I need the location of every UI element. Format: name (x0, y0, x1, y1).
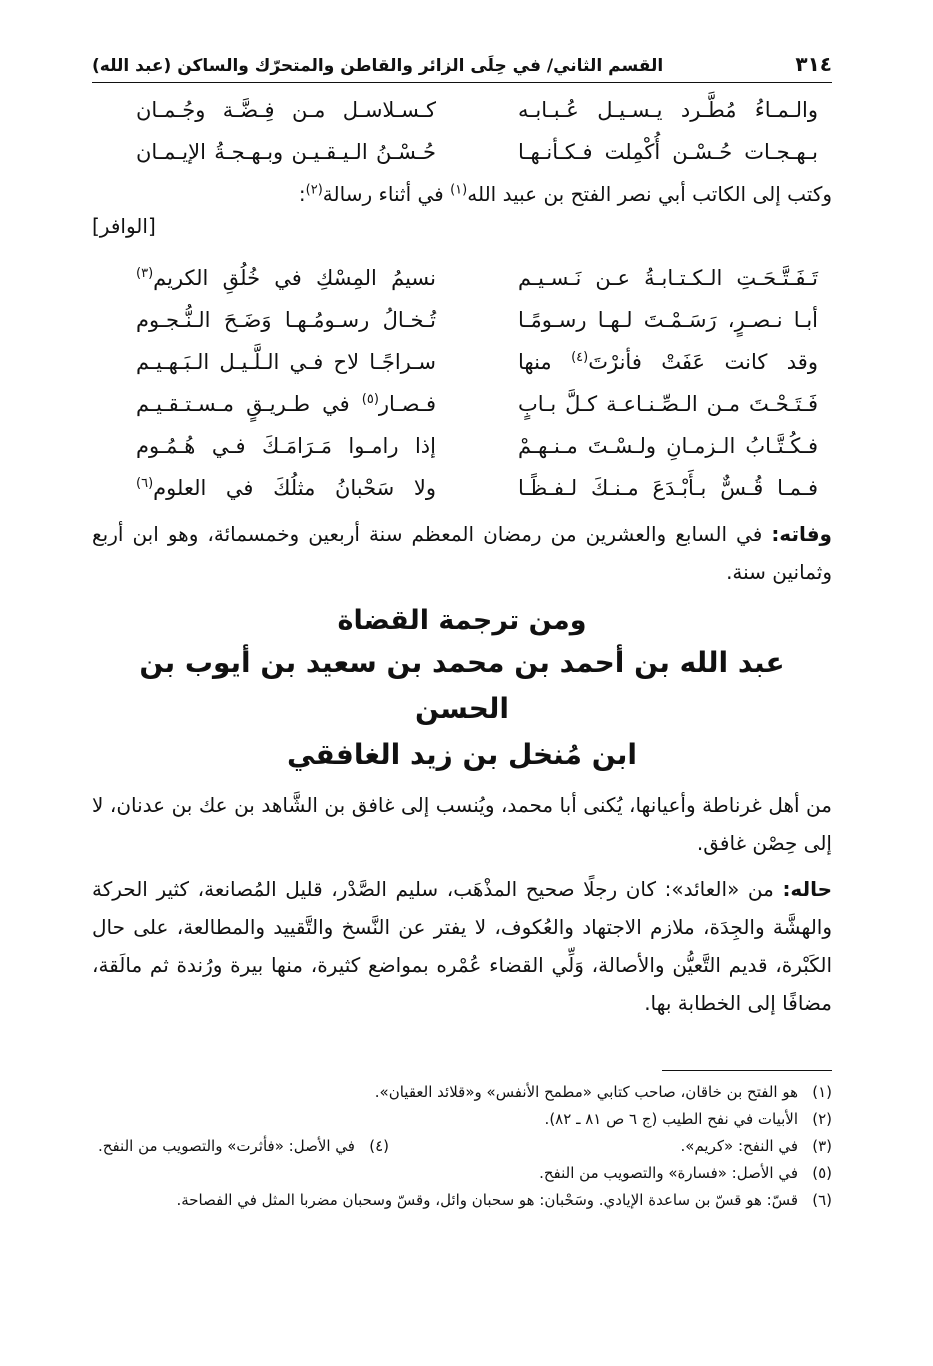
verse-first-hemistich: تَـفَـتَّـحَـتِ الـكـتـابـةُ عـن نَـسـيـم (518, 266, 818, 290)
footnote-number: (٥) (812, 1164, 832, 1182)
letter-intro (92, 175, 832, 213)
footnote-pair (92, 1133, 832, 1160)
footnote (681, 1133, 833, 1160)
running-header (92, 52, 832, 83)
person-name-line-1: عبد الله بن أحمد بن محمد بن سعيد بن أيوب بن الحسن (139, 646, 785, 725)
footnote-ref: (٥) (361, 392, 379, 407)
footnote-text: هو الفتح بن خاقان، صاحب كتابي «مطمح الأنفس» و«قلائد العقيان». (374, 1083, 798, 1101)
verse-line (92, 257, 832, 299)
footnote-number: (٤) (369, 1137, 389, 1155)
verse-second-hemistich (136, 257, 436, 299)
verse-second-hemistich (136, 383, 436, 425)
poem-1 (92, 89, 832, 173)
status-text: من «العائد»: كان رجلًا صحيح المذْهَب، سليم الصَّدْر، قليل المُصانعة، كثير الحركة والهشَّة والجِدَة، ملازم الاجتهاد والعُكوف، لا يفتر عن النَّسخ والتَّقييد والمطالعة، على حال الكَبْرة، قديم التَّعيُّن والأصالة، وَلِّي القضاء عُمْره بمواضع كثيرة، منها بيرة ورُندة ثم مالَقة، مضافًا إلى الخطابة بها. (92, 877, 832, 1015)
hemistich-text: ولا سَحْبانُ مثلُكَ في العلوم (153, 476, 436, 500)
verse-line (92, 467, 832, 509)
footnote (92, 1106, 832, 1133)
verse-line (92, 299, 832, 341)
hemistich-text: في طـريـقٍ مـسـتـقـيـم (136, 392, 362, 416)
verse-line (92, 425, 832, 467)
footnote-number: (٣) (812, 1137, 832, 1155)
footnote-number: (١) (812, 1083, 832, 1101)
death-paragraph (92, 515, 832, 591)
verse-first-hemistich: فـمـا قُـسٌّ بـأَبْـدَعَ مـنـكَ لـفـظًـا (518, 476, 818, 500)
verse-first-hemistich: فـكُـتَّـابُ الـزمـانِ ولـسْـتَ مـنـهـمْ (518, 434, 818, 458)
poem-2 (92, 257, 832, 509)
footnote (92, 1187, 832, 1214)
footnote-divider (662, 1070, 832, 1071)
footnote-ref: (٦) (136, 476, 154, 491)
hemistich-text: نسيمُ المِسْكِ في خُلُقِ الكريم (153, 266, 436, 290)
verse-second-hemistich: كـسـلاسـل مـن فِـضَّـة وجُـمـان (136, 98, 436, 122)
verse-second-hemistich: تُـخـالُ رسـومُـهـا وَضَـحَ الـنُّـجـوم (136, 308, 436, 332)
verse-second-hemistich: حُـسْـنُ الـيـقـيـن وبـهـجـةُ الإيـمـان (136, 140, 436, 164)
page-number: ٣١٤ (795, 52, 832, 76)
footnote-text: في الأصل: «فأثرت» والتصويب من النفح. (98, 1137, 355, 1155)
section-title: ومن ترجمة القضاة (337, 605, 587, 636)
verse-second-hemistich: إذا رامـوا مَـرَامَـكَ فـي هُـمُـوم (136, 434, 436, 458)
death-label: وفاته: (771, 522, 832, 546)
footnote (98, 1133, 389, 1160)
verse-second-hemistich (136, 467, 436, 509)
hemistich-text: وقد كانت عَفَتْ فأنرْتَ (588, 350, 818, 374)
footnote-ref: (١) (450, 182, 468, 198)
footnote-text: قسّ: هو قسّ بن ساعدة الإيادي. وسَحْبان: هو سحبان وائل، وقسّ وسحبان مضربا المثل في الفصاحة. (176, 1191, 798, 1209)
verse-first-hemistich: بـهـجـات حُـسْـن أُكْمِلت فـكـأنـهـا (518, 140, 818, 164)
person-name-line-2: ابن مُنخل بن زيد الغافقي (287, 738, 637, 771)
verse-line (92, 89, 832, 131)
footnote (92, 1160, 832, 1187)
hemistich-text: منها (518, 350, 572, 374)
verse-first-hemistich: أبـا نـصـرٍ، رَسَـمْـتَ لـهـا رسـومًـا (518, 308, 818, 332)
footnote-text: الأبيات في نفح الطيب (ج ٦ ص ٨١ ـ ٨٢). (544, 1110, 798, 1128)
meter-label: [الوافر] (92, 214, 156, 238)
running-title: القسم الثاني/ في حِلَى الزائر والقاطن والمتحرّك والساكن (عبد الله) (92, 56, 664, 76)
footnote-number: (٢) (812, 1110, 832, 1128)
origin-paragraph: من أهل غرناطة وأعيانها، يُكنى أبا محمد، ويُنسب إلى غافق بن الشَّاهد بن عك بن عدنان، لا إلى حِصْن غافق. (92, 793, 832, 855)
death-text: في السابع والعشرين من رمضان المعظم سنة أربعين وخمسمائة، وهو ابن أربع وثمانين سنة. (92, 522, 832, 584)
intro-text: في أثناء رسالة (322, 182, 451, 206)
book-page (92, 52, 832, 1214)
verse-second-hemistich: سـراجًـا لاح فـي الـلَّـيـل الـبَـهـيـم (136, 350, 436, 374)
footnote-text: في النفح: «كريم». (680, 1137, 798, 1155)
hemistich-text: فـصـار (378, 392, 436, 416)
verse-line (92, 383, 832, 425)
verse-first-hemistich: فَـتَـحْـتَ مـن الـصِّـنـاعـة كـلَّ بـابٍ (518, 392, 818, 416)
verse-line (92, 341, 832, 383)
verse-line (92, 131, 832, 173)
footnote (92, 1079, 832, 1106)
intro-text: وكتب إلى الكاتب أبي نصر الفتح بن عبيد الله (467, 182, 832, 206)
footnote-ref: (٣) (136, 266, 154, 281)
verse-first-hemistich (518, 341, 818, 383)
status-paragraph (92, 870, 832, 1022)
footnotes (92, 1079, 832, 1214)
verse-first-hemistich: والـمـاءُ مُطَّـرد يـسـيـل عُـبـابـه (518, 98, 818, 122)
footnote-ref: (٤) (571, 350, 589, 365)
footnote-text: في الأصل: «فسارة» والتصويب من النفح. (539, 1164, 798, 1182)
intro-text: : (298, 182, 306, 206)
footnote-ref: (٢) (305, 182, 323, 198)
status-label: حاله: (782, 877, 832, 901)
footnote-number: (٦) (812, 1191, 832, 1209)
